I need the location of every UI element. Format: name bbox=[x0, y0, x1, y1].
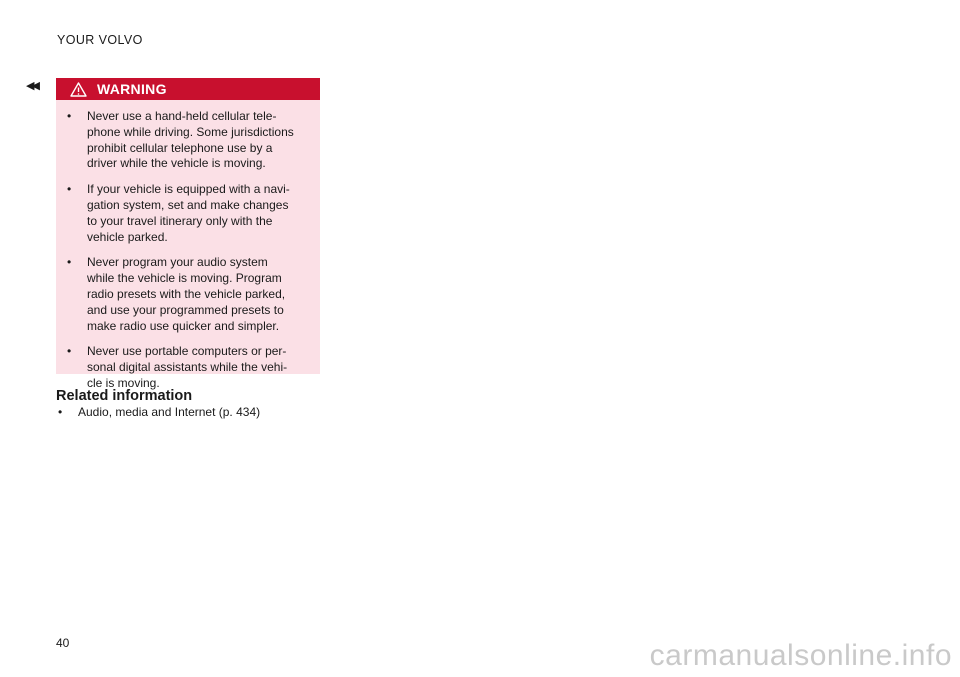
related-information-heading: Related information bbox=[56, 388, 193, 404]
related-information-list bbox=[56, 405, 260, 420]
list-item bbox=[56, 255, 320, 334]
warning-item-text: Never use portable computers or per- sonal digital assistants while the vehi- cle is moving. bbox=[87, 344, 288, 390]
page-number: 40 bbox=[56, 636, 70, 650]
related-link[interactable] bbox=[56, 405, 260, 420]
list-item bbox=[56, 109, 320, 172]
section-header: YOUR VOLVO bbox=[57, 33, 143, 47]
warning-header bbox=[56, 78, 320, 100]
continuation-marker: ◀◀ bbox=[26, 80, 37, 92]
warning-triangle-icon bbox=[70, 82, 87, 97]
watermark: carmanualsonline.info bbox=[649, 639, 952, 672]
related-link-text[interactable]: Audio, media and Internet (p. 434) bbox=[78, 405, 261, 419]
warning-box bbox=[56, 78, 320, 390]
list-item bbox=[56, 344, 320, 391]
warning-item-text: Never program your audio system while the vehicle is moving. Program radio presets with the vehicle parked, and use your programmed presets to make radio use quicker and simpler. bbox=[87, 255, 286, 333]
warning-title: WARNING bbox=[97, 81, 167, 97]
bullet: • bbox=[67, 344, 72, 359]
warning-item-text: If your vehicle is equipped with a navi- gation system, set and make changes to your travel itinerary only with the vehicle parked. bbox=[87, 182, 290, 244]
warning-item-text: Never use a hand-held cellular tele- phone while driving. Some jurisdictions prohibit cellular telephone use by a driver while the vehicle is moving. bbox=[87, 109, 294, 171]
warning-list bbox=[56, 100, 320, 392]
bullet: • bbox=[58, 405, 63, 419]
bullet: • bbox=[67, 182, 72, 197]
list-item bbox=[56, 182, 320, 245]
bullet: • bbox=[67, 255, 72, 270]
bullet: • bbox=[67, 109, 72, 123]
